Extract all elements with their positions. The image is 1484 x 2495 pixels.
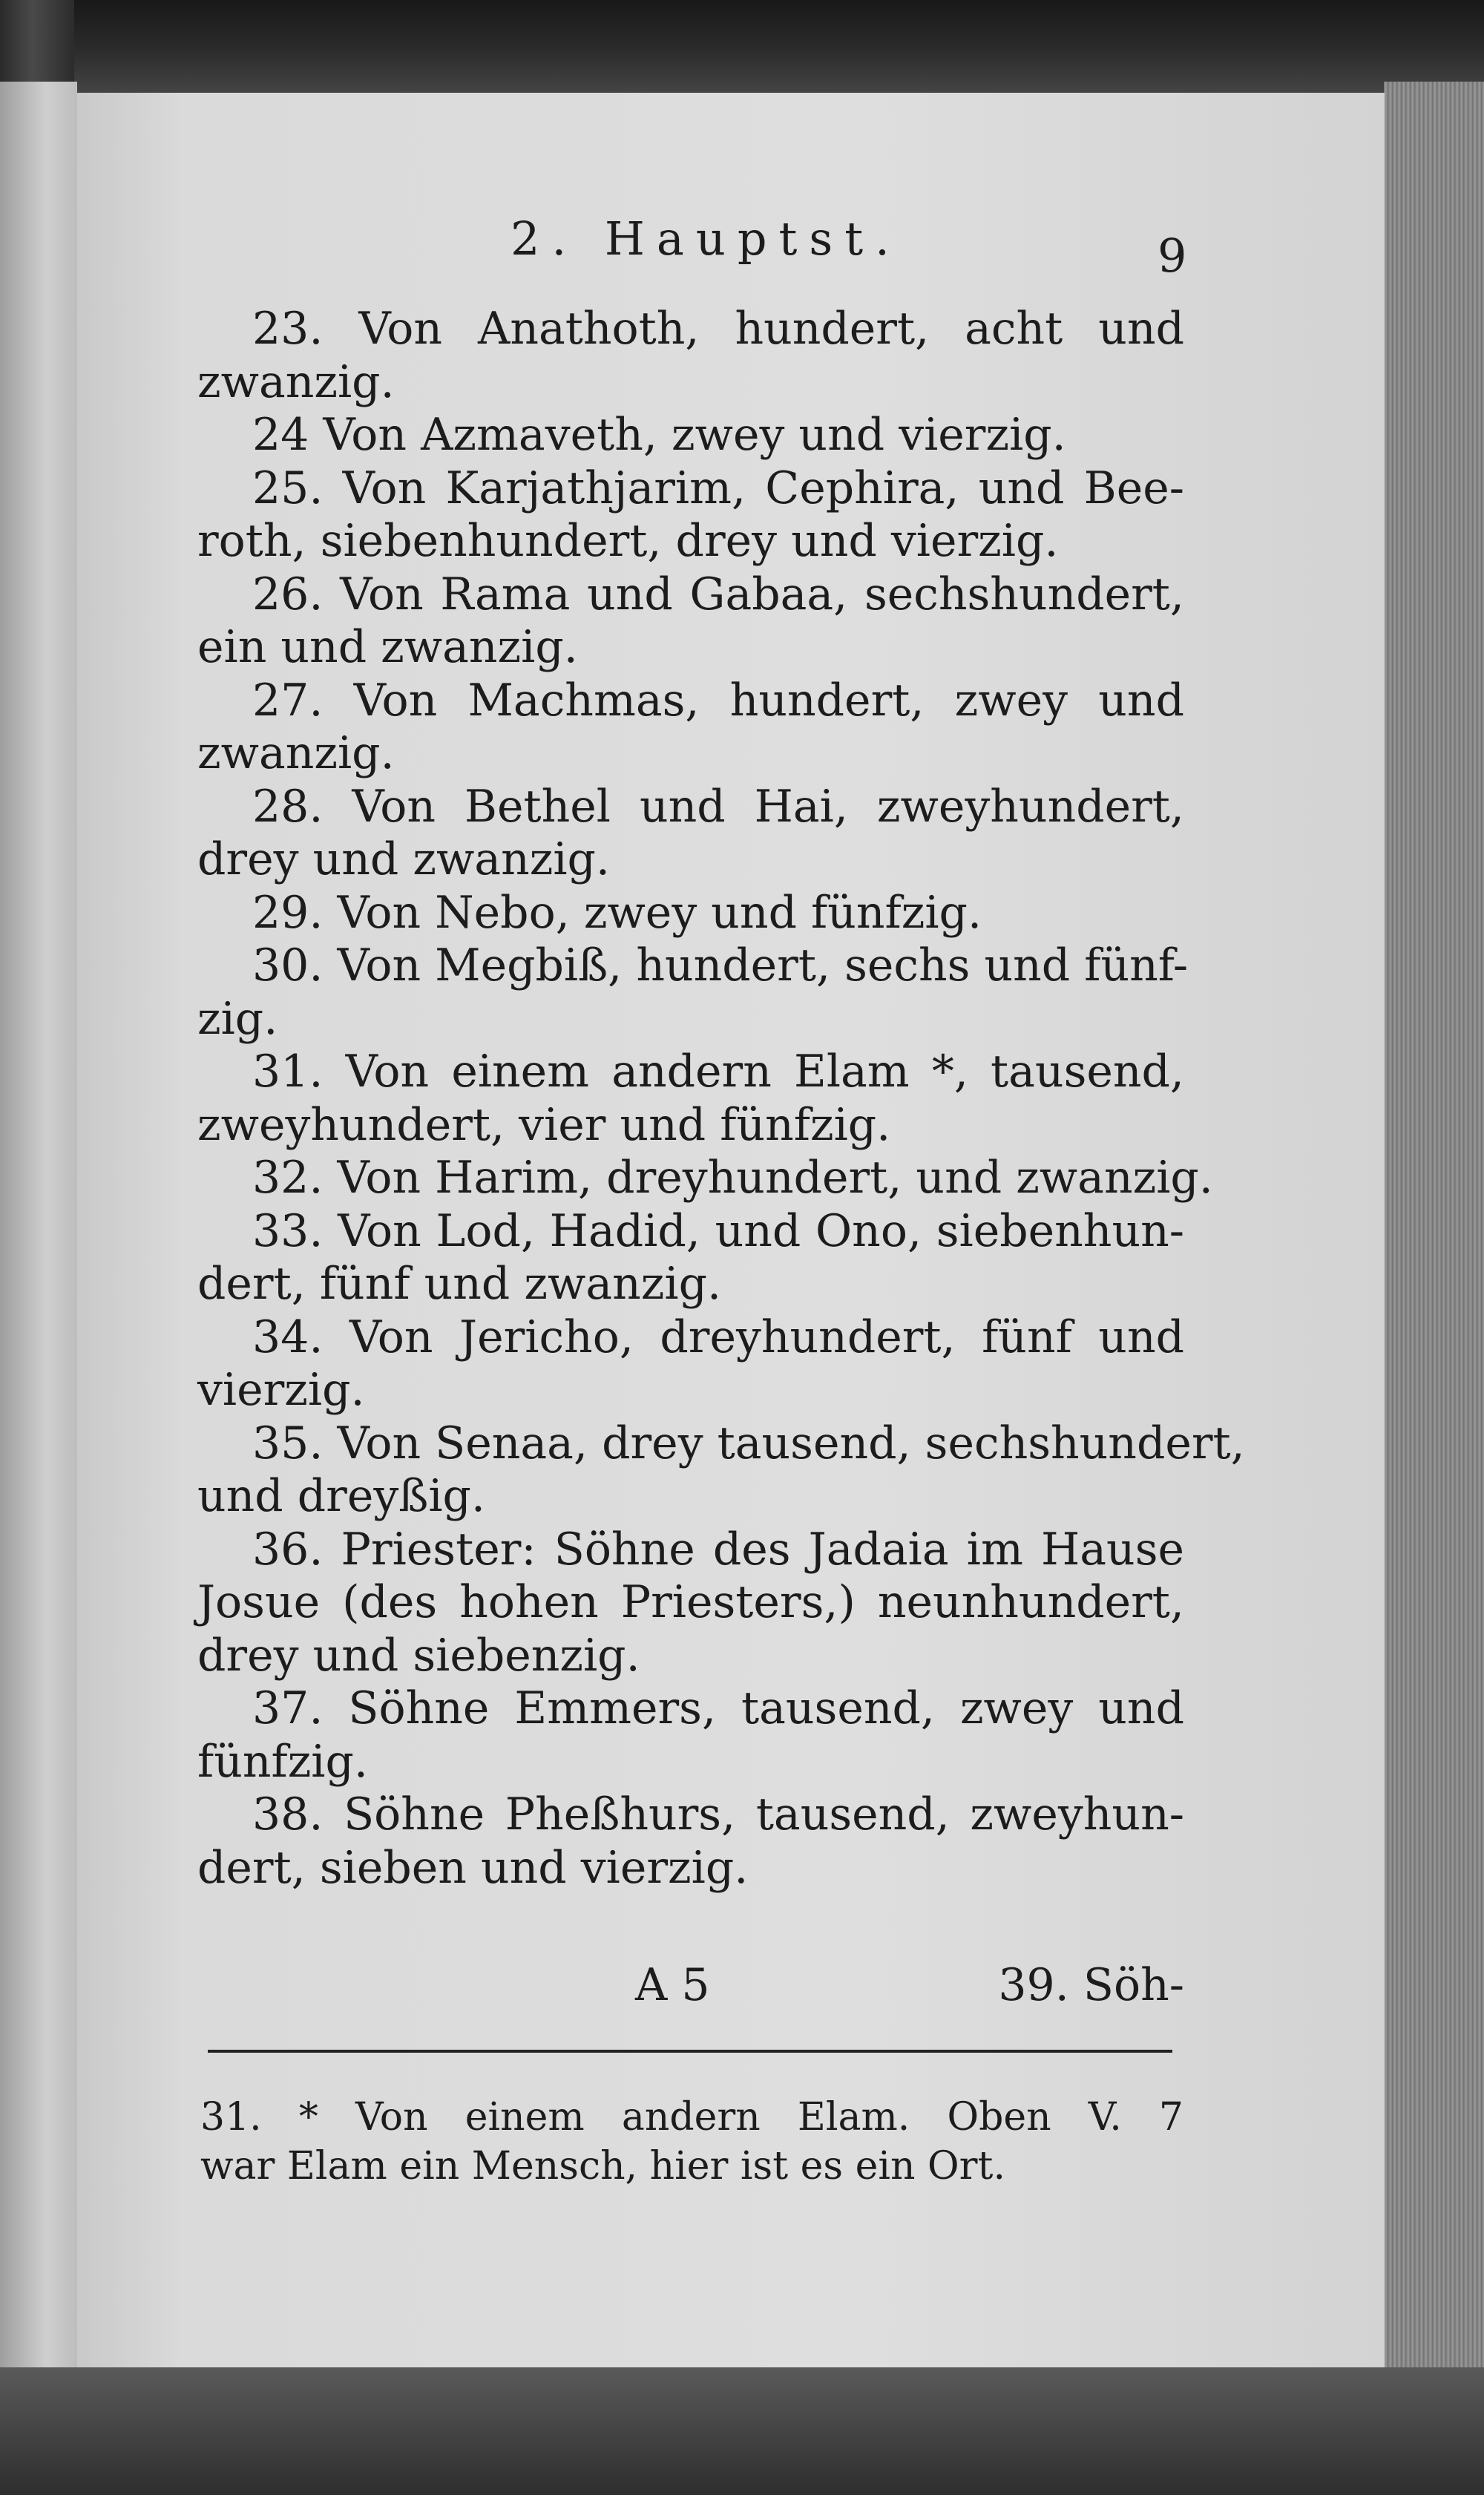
text-line: 24 Von Azmaveth, zwey und vierzig. [252,409,1066,461]
book-bottom-edge [0,2367,1484,2495]
footnote-line: war Elam ein Mensch, hier ist es ein Ort. [200,2144,1005,2189]
text-line: 32. Von Harim, dreyhundert, und zwanzig. [252,1152,1213,1204]
text-line: roth, siebenhundert, drey und vierzig. [197,515,1059,567]
text-line: 28. Von Bethel und Hai, zweyhundert, [252,780,1184,833]
signature-mark: A 5 [635,1959,710,2011]
text-line: zweyhundert, vier und fünfzig. [197,1098,891,1151]
text-line: 33. Von Lod, Hadid, und Ono, siebenhun- [252,1204,1184,1257]
text-line: 38. Söhne Pheßhurs, tausend, zweyhun- [252,1789,1184,1840]
running-head: 2. Hauptst. [510,212,902,266]
text-line: 25. Von Karjathjarim, Cephira, und Bee- [252,462,1184,514]
text-line: 31. Von einem andern Elam *, tausend, [252,1046,1184,1098]
text-line: 30. Von Megbiß, hundert, sechs und fünf- [252,940,1189,991]
text-line: 27. Von Machmas, hundert, zwey und [252,674,1184,727]
footnote [200,2093,1183,2191]
text-line: zig. [197,992,278,1045]
text-line: 36. Priester: Söhne des Jadaia im Hause [252,1523,1184,1576]
text-line: 23. Von Anathoth, hundert, acht und [252,303,1184,355]
text-line: dert, sieben und vierzig. [197,1841,749,1894]
catchline [197,1959,1184,2019]
text-line: 29. Von Nebo, zwey und fünfzig. [252,886,982,939]
text-line: vierzig. [197,1364,365,1416]
page-block-edges [1384,82,1484,2495]
text-line: dert, fünf und zwanzig. [197,1258,722,1310]
page-number: 9 [1158,229,1187,283]
text-line: 34. Von Jericho, dreyhundert, fünf und [252,1311,1184,1363]
body-text [197,303,1245,1895]
text-line: fünfzig. [197,1735,368,1788]
text-line: ein und zwanzig. [197,621,578,673]
footnote-line: 31. * Von einem andern Elam. Oben V. 7 [200,2095,1183,2140]
text-line: Josue (des hohen Priesters,) neunhundert, [197,1576,1184,1628]
text-line: zwanzig. [197,355,395,408]
page-header [445,134,1261,266]
catchword: 39. Söh- [998,1959,1184,2011]
text-line: 26. Von Rama und Gabaa, sechshundert, [252,568,1184,620]
text-line: drey und siebenzig. [197,1629,640,1682]
footnote-rule [208,2050,1172,2053]
text-line: 37. Söhne Emmers, tausend, zwey und [252,1682,1184,1734]
text-line: drey und zwanzig. [197,833,610,885]
text-line: und dreyßig. [197,1470,486,1522]
facing-page-edge [0,82,77,2367]
text-line: zwanzig. [197,727,395,779]
book-top-edge [74,0,1484,93]
text-line: 35. Von Senaa, drey tausend, sechshundert, [252,1417,1245,1469]
